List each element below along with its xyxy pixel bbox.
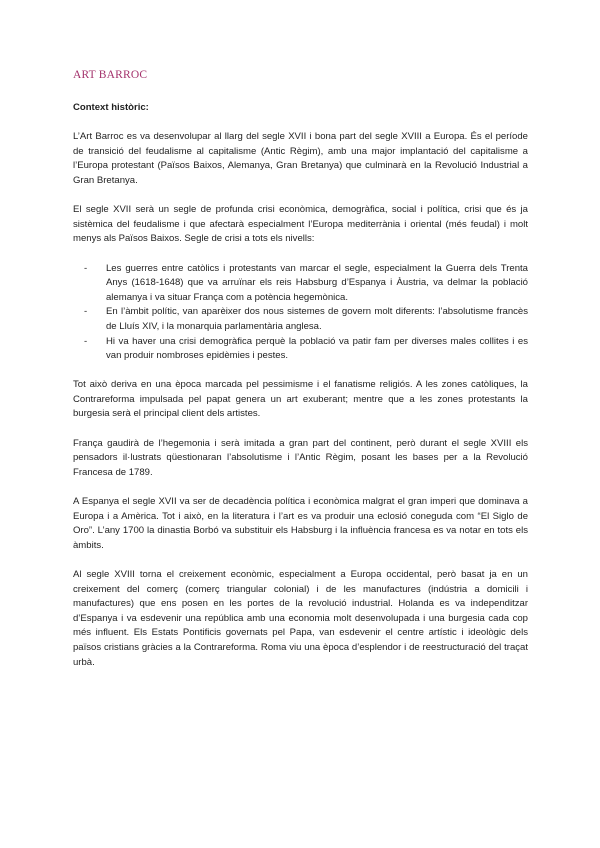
list-item (84, 335, 528, 364)
paragraph: A Espanya el segle XVII va ser de decadència política i econòmica malgrat el gran imperi que dominava a Europa i a Amèrica. Tot i això, en la literatura i l’art es va produir una eclosió coneguda com “El Siglo de Oro”. L’any 1700 la dinastia Borbó va substituir els Habsburg i la influència francesa es va notar en tots els àmbits. (73, 496, 528, 551)
paragraph: França gaudirà de l’hegemonia i serà imitada a gran part del continent, però durant el segle XVIII els pensadors il·lustrats qüestionaran l’absolutisme i l’Antic Règim, posant les bases per a la Revolució Francesa de 1789. (73, 437, 528, 478)
list-item (84, 262, 528, 306)
paragraph: Al segle XVIII torna el creixement econòmic, especialment a Europa occidental, però basat ja en un creixement del comerç (comerç triangular colonial) i de les manufactures (indústria a domicili i manufactures) que ens posen en les portes de la revolució industrial. Holanda es va independitzar d’Espanya i va esdevenir una república amb una economia molt desenvolupada i una burgesia cada cop més influent. Els Estats Pontificis governats pel Papa, van esdevenir el centre artístic i ideològic dels països cristians gràcies a la Contrareforma. Roma viu una època d’esplendor i de reestructuració del traçat urbà. (73, 569, 528, 668)
paragraph: El segle XVII serà un segle de profunda crisi econòmica, demogràfica, social i política, crisi que és ja sistèmica del feudalisme i que afectarà especialment l’Europa mediterrània i oriental (més feudal) i molt menys als Països Baixos. Segle de crisi a tots els nivells: (73, 204, 528, 245)
paragraph: Tot això deriva en una època marcada pel pessimisme i el fanatisme religiós. A les zones catòliques, la Contrareforma impulsada pel papat genera un art exuberant; mentre que a les zones protestants la burgesia serà el principal client dels artistes. (73, 379, 528, 420)
document-body (73, 101, 528, 685)
list-bullet: - (84, 335, 88, 347)
list-item (84, 305, 528, 334)
list-item-text: En l’àmbit polític, van aparèixer dos nous sistemes de govern molt diferents: l’absolutisme francès de Lluís XIV, i la monarquia parlamentària anglesa. (106, 306, 528, 332)
document-title: ART BARROC (73, 69, 148, 81)
list-bullet: - (84, 262, 88, 274)
list-item-text: Hi va haver una crisi demogràfica perquè la població va patir fam per diverses males collites i es van produir nombroses epidèmies i pestes. (106, 335, 528, 362)
list-item-text: Les guerres entre catòlics i protestants van marcar el segle, especialment la Guerra dels Trenta Anys (1618-1648) que va arruïnar els reis Habsburg d’Espanya i Àustria, va delmar la població alemanya i va situar França com a potència hegemònica. (106, 262, 528, 303)
section-subtitle: Context històric: (73, 102, 149, 113)
list-bullet: - (84, 306, 88, 318)
paragraph: L’Art Barroc es va desenvolupar al llarg del segle XVII i bona part del segle XVIII a Europa. És el període de transició del feudalisme al capitalisme (Antic Règim), amb una major implantació del capitalisme a l’Europa protestant (Països Baixos, Alemanya, Gran Bretanya) que culminarà en la Revolució Industrial a Gran Bretanya. (73, 131, 528, 186)
crisis-list (73, 262, 528, 364)
